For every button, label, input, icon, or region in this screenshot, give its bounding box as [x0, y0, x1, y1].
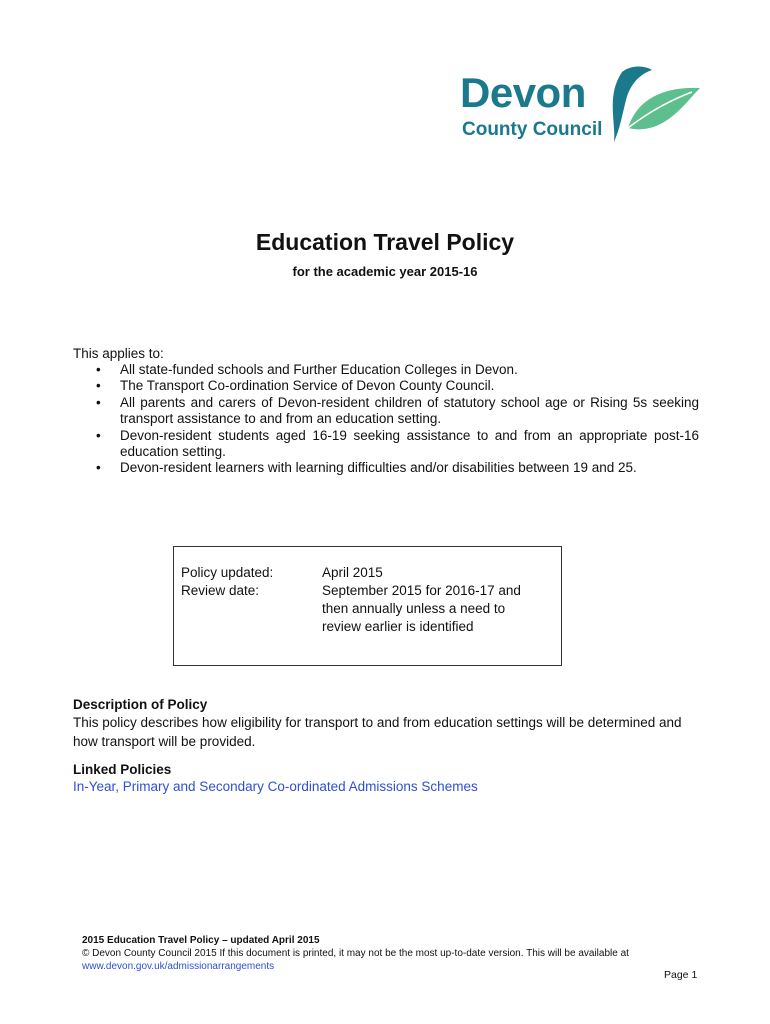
bullet: • [96, 394, 101, 410]
applies-list [73, 362, 699, 477]
page-number: Page 1 [664, 969, 698, 981]
description-heading: Description of Policy [73, 697, 208, 712]
list-item-text: All state-funded schools and Further Education Colleges in Devon. [120, 362, 518, 377]
footer-url-link[interactable]: www.devon.gov.uk/admissionarrangements [82, 961, 275, 972]
bullet: • [96, 378, 101, 394]
footer-title: 2015 Education Travel Policy – updated April 2015 [82, 935, 320, 946]
review-date-label: Review date: [181, 583, 260, 598]
devon-county-council-logo [460, 66, 700, 156]
applies-intro: This applies to: [73, 346, 164, 361]
policy-updated-label: Policy updated: [181, 565, 274, 580]
list-item-text: All parents and carers of Devon-resident children of statutory school age or Rising 5s seeking transport assistance to and from an education setting. [120, 394, 699, 427]
policy-info-box [173, 546, 562, 666]
footer [82, 934, 702, 973]
description-body: This policy describes how eligibility for transport to and from education settings will be determined and how transport will be provided. [73, 715, 682, 749]
list-item [73, 362, 699, 378]
list-item-text: Devon-resident students aged 16-19 seeking assistance to and from an appropriate post-16 education setting. [120, 427, 699, 460]
list-item [73, 378, 699, 394]
page-title: Education Travel Policy [255, 229, 515, 255]
logo-council-text: County Council [462, 119, 603, 140]
list-item-text: The Transport Co-ordination Service of Devon County Council. [120, 378, 495, 394]
admissions-schemes-link[interactable]: In-Year, Primary and Secondary Co-ordinated Admissions Schemes [73, 779, 478, 794]
linked-policies-heading: Linked Policies [73, 762, 172, 777]
list-item [73, 460, 699, 476]
footer-notice: © Devon County Council 2015 If this document is printed, it may not be the most up-to-date version. This will be available at [82, 948, 629, 959]
page-subtitle: for the academic year 2015-16 [292, 264, 478, 279]
list-item-text: Devon-resident learners with learning difficulties and/or disabilities between 19 and 25. [120, 460, 637, 476]
bullet: • [96, 427, 101, 443]
bullet: • [96, 460, 101, 476]
leaf-icon [606, 66, 700, 150]
logo-devon-text: Devon [460, 69, 586, 116]
list-item [73, 395, 699, 428]
bullet: • [96, 362, 101, 377]
list-item [73, 428, 699, 461]
policy-updated-value: April 2015 [322, 565, 383, 580]
review-date-value: September 2015 for 2016-17 and then annually unless a need to review earlier is identified [322, 583, 521, 634]
